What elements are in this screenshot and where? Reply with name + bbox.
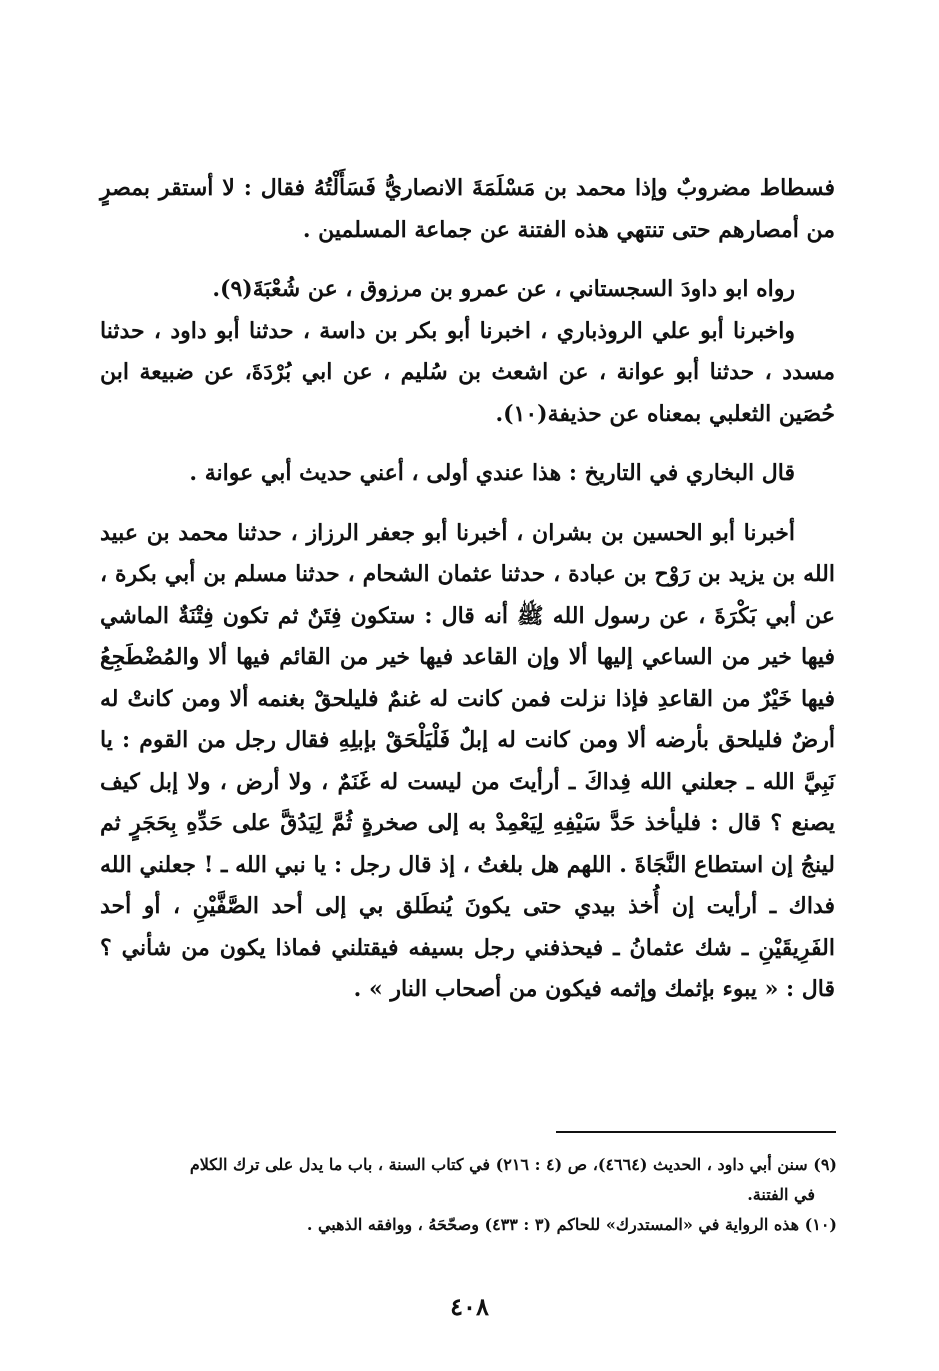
- paragraph-1: فسطاط مضروبٌ وإذا محمد بن مَسْلَمَةَ الانصاريُّ فَسَأَلْتُهُ فقال : لا أستقر بمصرٍ من أمصارهم حتى تنتهي هذه الفتنة عن جماعة المسلمين .: [100, 175, 835, 243]
- paragraph-5: أخبرنا أبو الحسين بن بشران ، أخبرنا أبو جعفر الرزاز ، حدثنا محمد بن عبيد الله بن يزيد بن رَوْح بن عبادة ، حدثنا عثمان الشحام ، حدثنا مسلم بن أبي بكرة ، عن أبي بَكْرَةَ ، عن رسول الله ﷺ أنه قال : ستكون فِتَنٌ ثم تكون فِتْنَةٌ الماشي فيها خير من الساعي إليها ألا وإن القاعد فيها خير من القائم فيها ألا والمُضْطَجِعُ فيها خَيْرٌ من القاعدِ فإذا نزلت فمن كانت له غنمٌ فليلحقْ بغنمه ألا ومن كانتْ له أرضٌ فليلحق بأرضه ألا ومن كانت له إبلٌ فَلْيَلْحَقْ بإبلِهِ فقال رجل من القوم : يا نَبِيَّ الله ـ جعلني الله فِداكَ ـ أرأيتَ من ليست له غَنَمٌ ، ولا أرض ، ولا إبل كيف يصنع ؟ قال : فليأخذ حَدَّ سَيْفِهِ لِيَعْمِدْ به إلى صخرةٍ ثُمَّ لِيَدُقَّ على حَدِّهِ بِحَجَرٍ ثم لينجُ إن استطاع النَّجَاةَ . اللهم هل بلغتُ ، إذ قال رجل : يا نبي الله ـ ! جعلني الله فداك ـ أرأيت إن أُخذ بيدي حتى يكونَ يُنطَلق بي إلى أحد الصَّفَّيْنِ ، أو أحد الفَرِيقَيْنِ ـ شك عثمانُ ـ فيحذفني رجل بسيفه فيقتلني فماذا يكون من شأني ؟ قال : « يبوء بإثمك وإثمه فيكون من أصحاب النار » .: [100, 519, 835, 1002]
- paragraph-4: قال البخاري في التاريخ : هذا عندي أولى ، أعني حديث أبي عوانة .: [189, 460, 795, 486]
- footnote-9: (٩) سنن أبي داود ، الحديث (٤٦٦٤)، ص (٤ : ٢١٦) في كتاب السنة ، باب ما يدل على ترك الكلام: [189, 1155, 837, 1174]
- paragraph-3: واخبرنا أبو علي الروذباري ، اخبرنا أبو بكر بن داسة ، حدثنا أبو داود ، حدثنا مسدد ، حدثنا أبو عوانة ، عن اشعث بن سُليم ، عن ابي بُرْدَةَ، عن ضبيعة ابن حُصَين الثعلبي بمعناه عن حذيفة(١٠).: [100, 317, 835, 427]
- page-number: ٤٠٨: [450, 1292, 489, 1321]
- footnote-9-continuation: في الفتنة.: [747, 1185, 815, 1204]
- footnote-10: (١٠) هذه الرواية في «المستدرك» للحاكم (٣ : ٤٣٣) وصحّحَهُ ، ووافقه الذهبي .: [306, 1215, 837, 1234]
- footnote-divider: [556, 1131, 836, 1133]
- footnotes: [95, 1150, 837, 1240]
- paragraph-2: رواه ابو داودَ السجستاني ، عن عمرو بن مرزوق ، عن شُعْبَةَ(٩).: [212, 276, 795, 302]
- main-text: [100, 168, 835, 1011]
